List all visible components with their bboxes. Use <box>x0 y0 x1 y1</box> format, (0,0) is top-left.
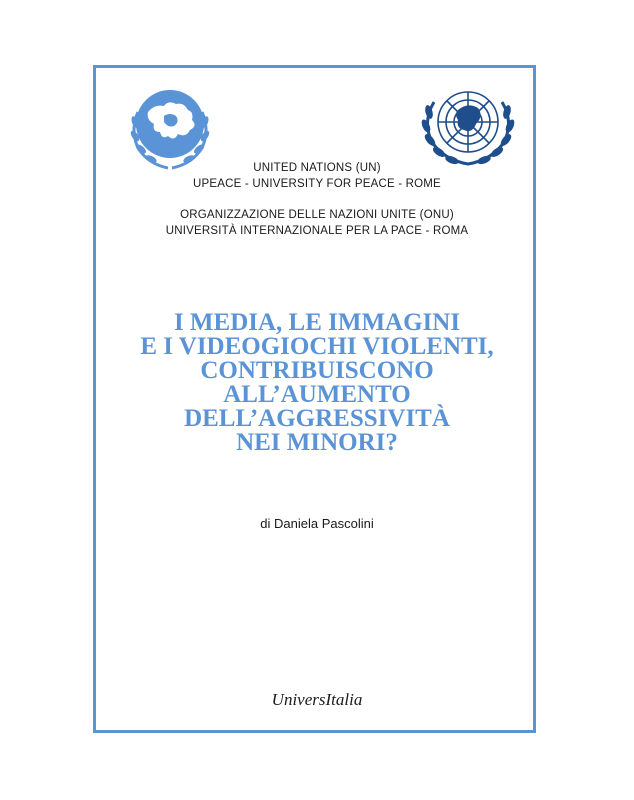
org-line: UNITED NATIONS (UN) <box>253 162 381 174</box>
title-line: I MEDIA, LE IMMAGINI <box>173 309 461 336</box>
org-line: UPEACE - UNIVERSITY FOR PEACE - ROME <box>193 178 441 190</box>
book-title <box>0 311 634 455</box>
title-line: CONTRIBUISCONO <box>200 357 434 384</box>
united-nations-emblem-icon <box>414 80 522 172</box>
org-heading-english <box>0 160 634 192</box>
org-line: ORGANIZZAZIONE DELLE NAZIONI UNITE (ONU) <box>180 209 454 221</box>
title-line: DELL’AGGRESSIVITÀ <box>184 405 450 432</box>
org-line: UNIVERSITÀ INTERNAZIONALE PER LA PACE - ROMA <box>165 225 469 237</box>
title-line: ALL’AUMENTO <box>223 381 411 408</box>
author-line: di Daniela Pascolini <box>260 516 374 531</box>
publisher-name: UniversItalia <box>271 690 363 709</box>
title-line: E I VIDEOGIOCHI VIOLENTI, <box>140 333 494 360</box>
org-heading-italian <box>0 207 634 239</box>
title-line: NEI MINORI? <box>236 429 398 456</box>
